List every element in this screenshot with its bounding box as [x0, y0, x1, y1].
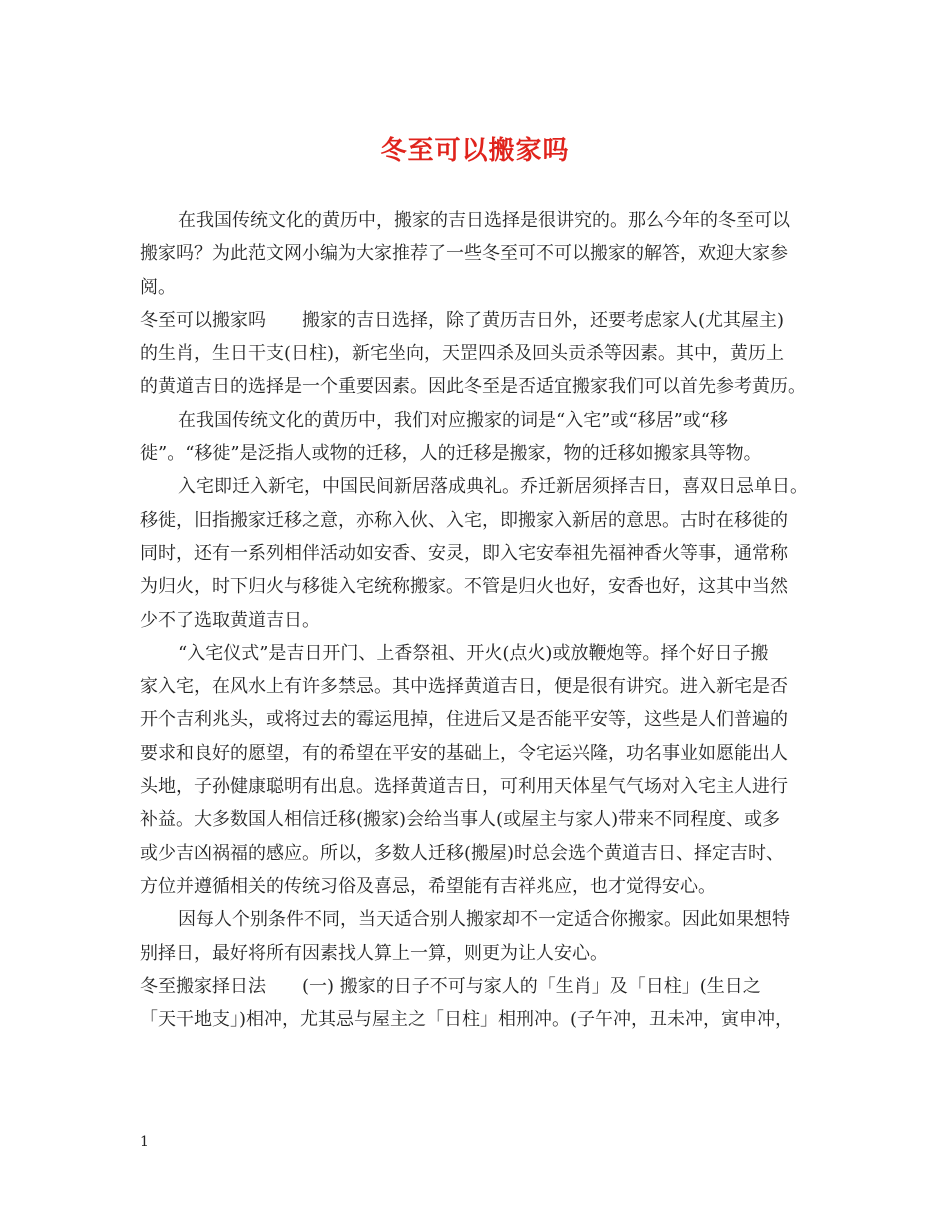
text-line: 冬至搬家择日法 (一) 搬家的日子不可与家人的「生肖」及「日柱」(生日之	[140, 975, 761, 997]
text-line: 头地，子孙健康聪明有出息。选择黄道吉日，可利用天体星气气场对入宅主人进行	[140, 776, 788, 798]
text-line: 或少吉凶祸福的感应。所以，多数人迁移(搬屋)时总会选个黄道吉日、择定吉时、	[140, 842, 785, 864]
text-line: 补益。大多数国人相信迁移(搬家)会给当事人(或屋主与家人)带来不同程度、或多	[140, 809, 781, 831]
text-line: “入宅仪式”是吉日开门、上香祭祖、开火(点火)或放鞭炮等。择个好日子搬	[178, 642, 769, 664]
text-line: 阅。	[140, 276, 176, 298]
text-line: 移徙，旧指搬家迁移之意，亦称入伙、入宅，即搬家入新居的意思。古时在移徙的	[140, 509, 788, 531]
text-line: 少不了选取黄道吉日。	[140, 609, 320, 631]
text-line: 徙”。“移徙”是泛指人或物的迁移，人的迁移是搬家，物的迁移如搬家具等物。	[140, 443, 762, 465]
text-line: 为归火，时下归火与移徙入宅统称搬家。不管是归火也好，安香也好，这其中当然	[140, 576, 788, 598]
text-line: 开个吉利兆头，或将过去的霉运甩掉，住进后又是否能平安等，这些是人们普遍的	[140, 709, 788, 731]
text-line: 入宅即迁入新宅，中国民间新居落成典礼。乔迁新居须择吉日，喜双日忌单日。	[178, 476, 808, 498]
text-line: 方位并遵循相关的传统习俗及喜忌，希望能有吉祥兆应，也才觉得安心。	[140, 875, 716, 897]
text-line: 的黄道吉日的选择是一个重要因素。因此冬至是否适宜搬家我们可以首先参考黄历。	[140, 376, 806, 398]
text-line: 冬至可以搬家吗 搬家的吉日选择，除了黄历吉日外，还要考虑家人(尤其屋主)	[140, 309, 785, 331]
text-line: 的生肖，生日干支(日柱)，新宅坐向，天罡四杀及回头贡杀等因素。其中，黄历上	[140, 343, 785, 365]
text-line: 同时，还有一系列相伴活动如安香、安灵，即入宅安奉祖先福神香火等事，通常称	[140, 542, 788, 564]
page-number: 1	[140, 1134, 149, 1150]
text-line: 在我国传统文化的黄历中，搬家的吉日选择是很讲究的。那么今年的冬至可以	[178, 210, 790, 231]
document-body	[140, 204, 820, 1036]
text-line: 要求和良好的愿望，有的希望在平安的基础上，令宅运兴隆，功名事业如愿能出人	[140, 742, 788, 764]
document-title: 冬至可以搬家吗	[380, 136, 570, 166]
text-line: 搬家吗？为此范文网小编为大家推荐了一些冬至可不可以搬家的解答，欢迎大家参	[140, 243, 788, 265]
text-line: 家入宅，在风水上有许多禁忌。其中选择黄道吉日，便是很有讲究。进入新宅是否	[140, 676, 788, 698]
text-line: 在我国传统文化的黄历中，我们对应搬家的词是“入宅”或“移居”或“移	[178, 409, 729, 431]
text-line: 「天干地支」)相冲，尤其忌与屋主之「日柱」相刑冲。(子午冲，丑未冲，寅申冲，	[140, 1009, 794, 1031]
text-line: 别择日，最好将所有因素找人算上一算，则更为让人安心。	[140, 942, 608, 964]
text-line: 因每人个别条件不同，当天适合别人搬家却不一定适合你搬家。因此如果想特	[178, 909, 790, 931]
